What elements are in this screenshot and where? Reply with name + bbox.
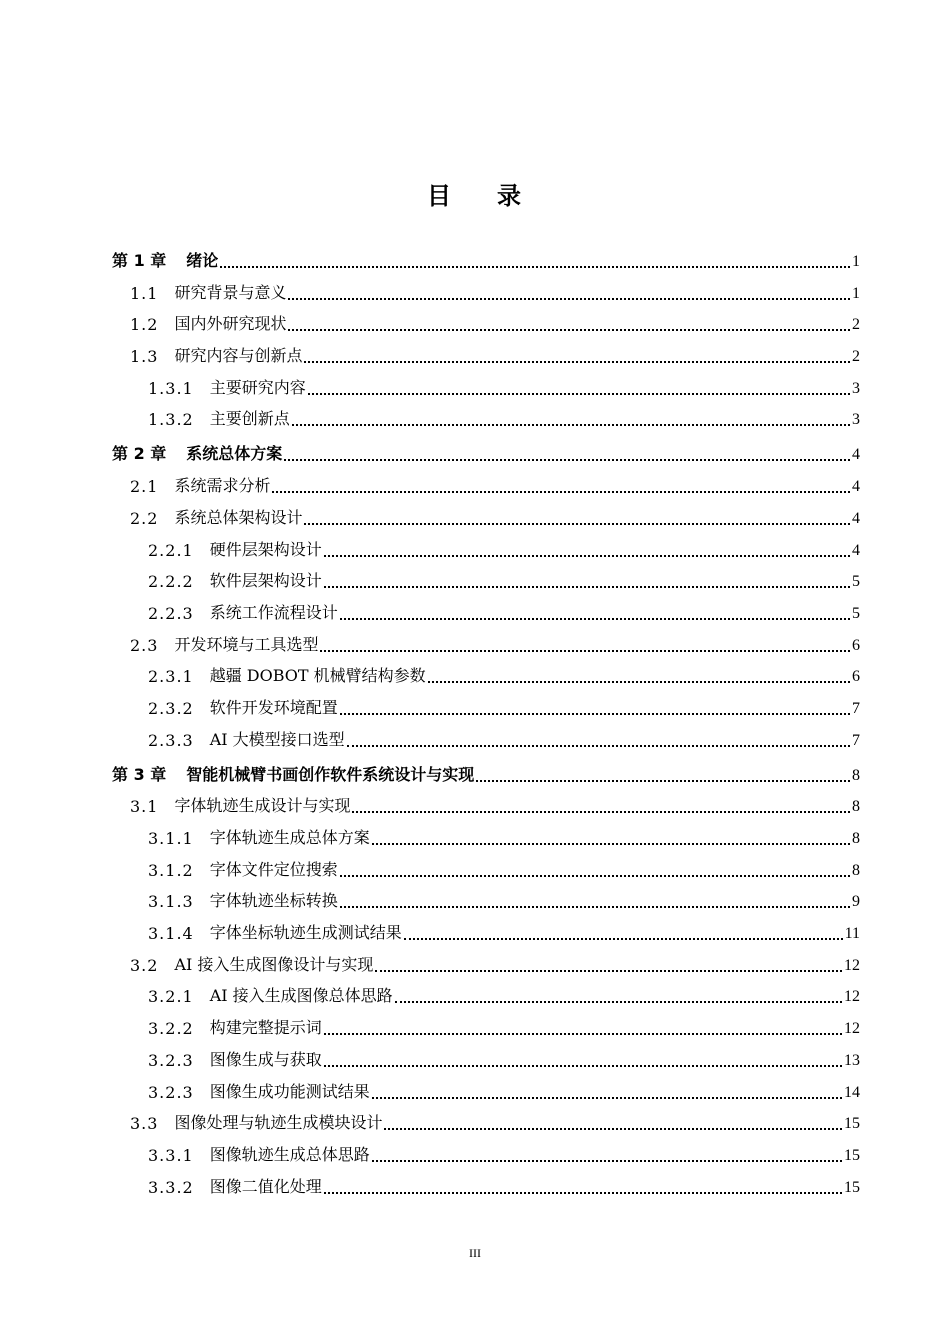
toc-dot-leader <box>304 523 850 525</box>
toc-entry-number: 3.2.1 <box>148 987 194 1007</box>
toc-dot-leader <box>320 650 850 652</box>
toc-dot-leader <box>340 875 850 877</box>
toc-dot-leader <box>340 906 850 908</box>
toc-entry-number: 第 2 章 <box>112 444 167 464</box>
toc-entry-title: 字体轨迹生成总体方案 <box>209 828 370 847</box>
toc-entry-page-number: 15 <box>844 1178 860 1196</box>
toc-dot-leader <box>347 745 850 747</box>
toc-section-entry[interactable] <box>112 1076 860 1108</box>
toc-section-entry[interactable] <box>112 822 860 854</box>
toc-section-entry[interactable] <box>112 534 860 566</box>
toc-section-entry[interactable] <box>112 981 860 1013</box>
toc-dot-leader <box>288 329 850 331</box>
toc-section-entry[interactable] <box>112 277 860 309</box>
title-char-1: 目 <box>427 181 453 210</box>
toc-entry-page-number: 6 <box>852 668 860 686</box>
page-number-footer: III <box>469 1246 481 1260</box>
toc-entry-page-number: 11 <box>844 925 860 943</box>
toc-entry-page-number: 12 <box>844 988 860 1006</box>
toc-dot-leader <box>384 1128 842 1130</box>
toc-entry-page-number: 8 <box>852 798 860 816</box>
toc-entry-number: 2.3.2 <box>148 698 194 718</box>
toc-entry-number: 3.1.1 <box>148 829 194 848</box>
toc-entry-title: 图像轨迹生成总体思路 <box>209 1144 370 1164</box>
toc-entry-title: 研究背景与意义 <box>174 282 287 302</box>
toc-entry-number: 2.2.3 <box>148 603 194 623</box>
toc-entry-title: 越疆 DOBOT 机械臂结构参数 <box>209 666 426 686</box>
toc-entry-title: 硬件层架构设计 <box>209 539 322 559</box>
toc-section-entry[interactable] <box>112 1171 860 1203</box>
toc-entry-number: 1.3.1 <box>148 378 194 398</box>
toc-entry-page-number: 3 <box>852 379 860 397</box>
toc-entry-number: 3.3 <box>130 1114 159 1134</box>
toc-section-entry[interactable] <box>112 629 860 661</box>
toc-entry-title: 图像处理与轨迹生成模块设计 <box>174 1113 383 1133</box>
toc-chapter-entry[interactable] <box>112 435 860 470</box>
toc-entry-number: 第 1 章 <box>112 251 167 270</box>
toc-dot-leader <box>476 780 850 782</box>
toc-entry-number: 3.2.2 <box>148 1019 194 1039</box>
toc-section-entry[interactable] <box>112 404 860 436</box>
toc-entry-page-number: 15 <box>844 1146 860 1164</box>
toc-dot-leader <box>395 1001 842 1003</box>
toc-entry-number: 2.1 <box>130 477 159 497</box>
toc-entry-number: 3.1.3 <box>148 892 194 912</box>
toc-dot-leader <box>304 361 850 363</box>
toc-chapter-entry[interactable] <box>112 246 860 277</box>
toc-section-entry[interactable] <box>112 1012 860 1044</box>
toc-entry-page-number: 1 <box>852 253 860 270</box>
toc-section-entry[interactable] <box>112 309 860 341</box>
toc-entry-number: 3.1.2 <box>148 860 194 880</box>
toc-entry-page-number: 8 <box>852 861 860 879</box>
toc-section-entry[interactable] <box>112 372 860 404</box>
toc-entry-title: 绪论 <box>186 251 219 270</box>
toc-dot-leader <box>372 1160 842 1162</box>
toc-entry-page-number: 1 <box>852 284 860 302</box>
toc-chapter-entry[interactable] <box>112 756 860 791</box>
toc-entry-title: 字体轨迹生成设计与实现 <box>174 796 351 816</box>
toc-entry-title: 构建完整提示词 <box>209 1018 322 1038</box>
toc-entry-page-number: 7 <box>852 731 860 749</box>
toc-entry-page-number: 8 <box>852 766 860 784</box>
toc-entry-number: 2.2.2 <box>148 572 194 592</box>
toc-entry-number: 1.3.2 <box>148 410 194 430</box>
toc-entry-page-number: 6 <box>852 636 860 654</box>
toc-entry-title: 系统总体架构设计 <box>174 507 303 527</box>
toc-entry-title: 字体坐标轨迹生成测试结果 <box>209 923 402 943</box>
toc-section-entry[interactable] <box>112 854 860 886</box>
toc-dot-leader <box>284 459 850 461</box>
toc-entry-title: AI 大模型接口选型 <box>209 729 345 749</box>
toc-entry-page-number: 4 <box>852 509 860 527</box>
toc-section-entry[interactable] <box>112 661 860 693</box>
toc-section-entry[interactable] <box>112 1108 860 1140</box>
toc-section-entry[interactable] <box>112 597 860 629</box>
toc-entry-number: 3.2.3 <box>148 1082 194 1102</box>
toc-dot-leader <box>324 1192 842 1194</box>
toc-dot-leader <box>324 1033 842 1035</box>
toc-entry-number: 3.3.1 <box>148 1145 194 1165</box>
toc-entry-page-number: 4 <box>852 446 860 464</box>
toc-dot-leader <box>324 1065 842 1067</box>
toc-entry-number: 2.3 <box>130 635 159 655</box>
toc-entry-title: AI 接入生成图像总体思路 <box>209 986 393 1006</box>
toc-entry-number: 1.1 <box>130 283 159 303</box>
toc-dot-leader <box>292 424 850 426</box>
toc-section-entry[interactable] <box>112 949 860 981</box>
toc-entry-number: 1.3 <box>130 347 159 367</box>
toc-entry-number: 3.1.4 <box>148 924 194 944</box>
toc-section-entry[interactable] <box>112 566 860 598</box>
toc-entry-title: 开发环境与工具选型 <box>174 634 319 654</box>
toc-dot-leader <box>288 298 850 300</box>
toc-entry-title: 图像二值化处理 <box>209 1176 322 1196</box>
toc-dot-leader <box>375 970 842 972</box>
toc-section-entry[interactable] <box>112 1044 860 1076</box>
toc-section-entry[interactable] <box>112 470 860 502</box>
toc-dot-leader <box>324 555 850 557</box>
toc-dot-leader <box>324 586 850 588</box>
toc-entry-title: AI 接入生成图像设计与实现 <box>174 954 374 974</box>
toc-entry-page-number: 13 <box>844 1051 860 1069</box>
toc-entry-title: 软件开发环境配置 <box>209 697 338 717</box>
toc-entry-number: 2.2 <box>130 508 159 528</box>
toc-entry-page-number: 7 <box>852 699 860 717</box>
toc-entry-number: 2.3.3 <box>148 730 194 750</box>
toc-dot-leader <box>372 1097 842 1099</box>
toc-entry-page-number: 15 <box>844 1115 860 1133</box>
toc-section-entry[interactable] <box>112 502 860 534</box>
toc-dot-leader <box>352 811 850 813</box>
toc-section-entry[interactable] <box>112 791 860 823</box>
page-title <box>0 176 950 211</box>
toc-entry-title: 国内外研究现状 <box>174 314 287 334</box>
toc-section-entry[interactable] <box>112 917 860 949</box>
toc-entry-page-number: 5 <box>852 573 860 591</box>
toc-section-entry[interactable] <box>112 1139 860 1171</box>
title-char-2: 录 <box>497 181 523 210</box>
toc-entry-page-number: 3 <box>852 411 860 429</box>
toc-dot-leader <box>372 843 850 845</box>
toc-section-entry[interactable] <box>112 886 860 918</box>
toc-entry-title: 研究内容与创新点 <box>174 346 303 366</box>
toc-entry-number: 3.3.2 <box>148 1177 194 1197</box>
toc-entry-title: 软件层架构设计 <box>209 571 322 591</box>
toc-entry-title: 字体轨迹坐标转换 <box>209 891 338 911</box>
toc-dot-leader <box>308 393 850 395</box>
toc-entry-page-number: 9 <box>852 893 860 911</box>
toc-entry-number: 1.2 <box>130 315 159 335</box>
toc-dot-leader <box>272 491 850 493</box>
toc-section-entry[interactable] <box>112 340 860 372</box>
toc-entry-page-number: 14 <box>844 1083 860 1101</box>
toc-entry-page-number: 5 <box>852 604 860 622</box>
toc-entry-page-number: 8 <box>852 830 860 847</box>
toc-entry-number: 3.2 <box>130 955 159 975</box>
toc-dot-leader <box>428 681 850 683</box>
toc-entry-number: 2.2.1 <box>148 540 194 560</box>
toc-entry-page-number: 2 <box>852 316 860 334</box>
toc-entry-page-number: 2 <box>852 348 860 366</box>
toc-entry-title: 系统总体方案 <box>186 444 283 464</box>
table-of-contents <box>112 246 860 1203</box>
toc-entry-title: 智能机械臂书画创作软件系统设计与实现 <box>186 764 475 784</box>
toc-dot-leader <box>340 618 850 620</box>
toc-entry-title: 字体文件定位搜索 <box>209 859 338 879</box>
toc-entry-title: 主要研究内容 <box>209 377 306 397</box>
toc-entry-page-number: 12 <box>844 1020 860 1038</box>
toc-section-entry[interactable] <box>112 724 860 756</box>
toc-entry-number: 2.3.1 <box>148 667 194 687</box>
toc-entry-title: 系统需求分析 <box>174 476 271 496</box>
toc-entry-title: 图像生成与获取 <box>209 1049 322 1069</box>
toc-entry-page-number: 12 <box>844 956 860 974</box>
toc-entry-title: 主要创新点 <box>209 409 290 429</box>
toc-entry-title: 系统工作流程设计 <box>209 602 338 622</box>
toc-dot-leader <box>340 713 850 715</box>
toc-entry-title: 图像生成功能测试结果 <box>209 1081 370 1101</box>
toc-entry-number: 3.2.3 <box>148 1050 194 1070</box>
toc-entry-page-number: 4 <box>852 478 860 496</box>
toc-entry-page-number: 4 <box>852 541 860 559</box>
toc-entry-number: 3.1 <box>130 797 159 817</box>
toc-dot-leader <box>404 938 843 940</box>
toc-section-entry[interactable] <box>112 692 860 724</box>
toc-dot-leader <box>220 266 850 268</box>
toc-entry-number: 第 3 章 <box>112 764 167 784</box>
